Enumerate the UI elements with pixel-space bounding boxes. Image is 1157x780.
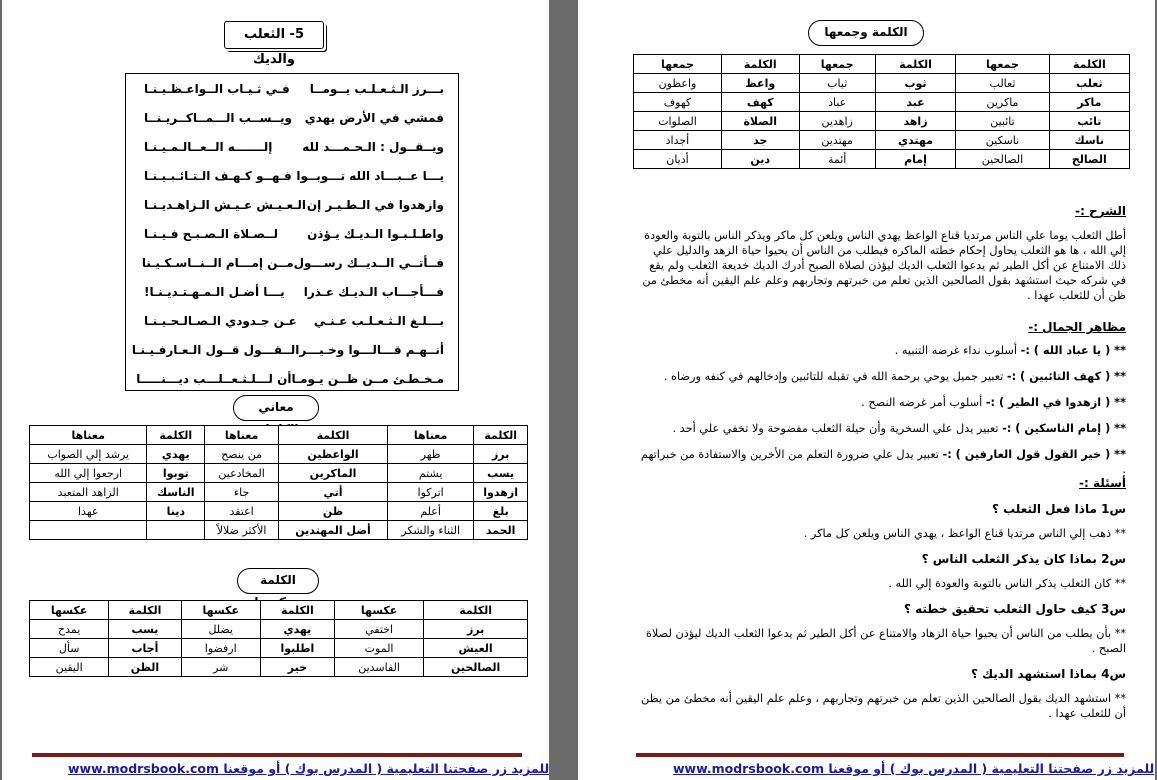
poem-verse xyxy=(126,248,458,277)
poem-box xyxy=(125,73,459,391)
questions-heading: أسئلة :- xyxy=(1079,476,1126,490)
table-cell: جاء xyxy=(205,483,279,502)
meanings-table xyxy=(29,425,528,540)
table-row xyxy=(634,131,1130,150)
table-cell: مهتدي xyxy=(875,131,955,150)
column-header: الكلمة xyxy=(424,601,528,620)
poem-first-half: أنــهـم قـــالـــوا وخـيـــر xyxy=(299,342,444,357)
poem-first-half: مـخـطـئ مــن ظــن يـومـا xyxy=(291,371,444,386)
beauty-description: أسلوب أمر غرضه النصح . xyxy=(861,396,986,409)
left-page xyxy=(2,0,549,780)
table-cell: يسب xyxy=(109,620,181,639)
beauty-description: تعبير يدل علي ضرورة التعلم من الأخرين والاستفادة من خبراتهم . xyxy=(640,448,1126,476)
poem-first-half: واطـلـبـوا الـديـك يـؤذن xyxy=(307,226,444,241)
antonyms-title: الكلمة xyxy=(237,568,319,594)
table-cell: المخادعين xyxy=(205,464,279,483)
table-cell: الظن xyxy=(109,658,181,677)
column-header: جمعها xyxy=(799,55,875,74)
table-row xyxy=(30,658,528,677)
table-row xyxy=(30,445,528,464)
plural-table xyxy=(633,54,1130,169)
table-cell: دين xyxy=(721,150,799,169)
poem-first-half: فمشي في الأرض يهدي xyxy=(304,110,444,125)
table-cell: الأكثر ضلالاً xyxy=(205,521,279,540)
poem-first-half: فــأتــي الــديــك رســـول xyxy=(293,255,444,270)
table-cell: أجداد xyxy=(634,131,722,150)
table-cell: أديان xyxy=(634,150,722,169)
table-cell: أعلم xyxy=(387,502,473,521)
beauty-item xyxy=(638,421,1126,436)
table-cell: ظن xyxy=(279,502,388,521)
poem-verse xyxy=(126,219,458,248)
table-cell: ماكر xyxy=(1049,93,1129,112)
table-row xyxy=(30,502,528,521)
poem-second-half: الـعـيـش عـيـش الـزاهـديـنـا xyxy=(144,197,306,212)
poem-verse xyxy=(126,190,458,219)
table-cell: عبد xyxy=(875,93,955,112)
table-cell: عباد xyxy=(799,93,875,112)
poem-second-half: فـي ثـيـاب الــواعـظـيـنـا xyxy=(144,81,290,96)
table-cell: يشتم xyxy=(387,464,473,483)
table-row xyxy=(30,483,528,502)
table-cell xyxy=(30,521,147,540)
beauty-description: أسلوب نداء غرضه التنبيه . xyxy=(894,344,1021,357)
table-cell: اعتقد xyxy=(205,502,279,521)
poem-second-half: إلـــــــه الــعــالـمـيـنـا xyxy=(144,139,273,154)
poem-verse xyxy=(126,132,458,161)
table-cell: ارفضوا xyxy=(181,639,260,658)
poem-first-half: وازهدوا في الـطـيـر إن xyxy=(306,197,444,212)
poem-verse xyxy=(126,335,458,364)
poem-verse xyxy=(126,74,458,103)
table-cell: جد xyxy=(721,131,799,150)
table-row xyxy=(30,639,528,658)
table-cell: تائبين xyxy=(956,112,1049,131)
table-cell: زاهدين xyxy=(799,112,875,131)
table-cell: ثعلب xyxy=(1049,74,1129,93)
column-header: الكلمة xyxy=(260,601,334,620)
table-cell: تائب xyxy=(1049,112,1129,131)
footer-divider xyxy=(32,753,522,757)
footer-link[interactable]: للمزيد زر صفحتنا التعليمية ( المدرس بوك ) أو موقعنا www.modrsbook.com xyxy=(673,761,1155,776)
table-row xyxy=(30,521,528,540)
beauty-description: تعبير يدل علي السخرية وأن حيلة الثعلب مفضوحة ولا تخفي علي أحد . xyxy=(672,422,1003,435)
table-row xyxy=(30,464,528,483)
beauty-phrase: ** ( يا عباد الله ) :- xyxy=(1020,344,1126,357)
poem-second-half: ويــســب الـــمــاكــريـنــا xyxy=(144,110,293,125)
table-cell: دينا xyxy=(147,502,205,521)
beauty-phrase: ** ( إمام الناسكين ) :- xyxy=(1002,422,1126,435)
column-header: عكسها xyxy=(30,601,109,620)
table-cell: ثياب xyxy=(799,74,875,93)
poem-second-half: يـــا أضـل الـمـهـتـديـنـا! xyxy=(144,284,285,299)
table-cell: الفاسدين xyxy=(334,658,423,677)
table-cell: واعظ xyxy=(721,74,799,93)
beauty-description: تعبير جميل يوحي برحمة الله في تقبله للتائبين وإدخالهم في كنفه ورضاه . xyxy=(663,370,1007,383)
question: س4 بماذا استشهد الديك ؟ xyxy=(970,667,1126,681)
column-header: الكلمة xyxy=(1049,55,1129,74)
antonyms-table xyxy=(29,600,528,677)
page-gap xyxy=(549,0,576,780)
table-cell: برز xyxy=(424,620,528,639)
table-cell: توبوا xyxy=(147,464,205,483)
table-cell: يمدح xyxy=(30,620,109,639)
column-header: عكسها xyxy=(181,601,260,620)
question: س1 ماذا فعل الثعلب ؟ xyxy=(991,502,1126,516)
table-cell: الثناء والشكر xyxy=(387,521,473,540)
table-cell: ناسكين xyxy=(956,131,1049,150)
table-cell: أئمة xyxy=(799,150,875,169)
column-header: الكلمة xyxy=(474,426,528,445)
table-cell: الواعظين xyxy=(279,445,388,464)
table-cell: شر xyxy=(181,658,260,677)
table-cell: خير xyxy=(260,658,334,677)
table-cell: ارجعوا إلي الله xyxy=(30,464,147,483)
table-cell: ثعالب xyxy=(956,74,1049,93)
table-cell: الصالح xyxy=(1049,150,1129,169)
table-row xyxy=(634,112,1130,131)
poem-first-half: بـــرز الـثـعـلـب يــومــا xyxy=(309,81,444,96)
column-header: الكلمة xyxy=(721,55,799,74)
beauty-section xyxy=(638,320,1126,477)
column-header: معناها xyxy=(205,426,279,445)
answer: ** كان الثعلب يذكر الناس بالتوبة والعودة إلي الله . xyxy=(888,577,1126,590)
table-cell: الزاهد المتعبد xyxy=(30,483,147,502)
poem-second-half: فـهــو كـهـف الـتـائـبـيـنـا xyxy=(144,168,292,183)
beauty-heading: مظاهر الجمال :- xyxy=(1028,320,1126,334)
column-header: الكلمة xyxy=(147,426,205,445)
explanation-heading: الشرح :- xyxy=(1075,204,1126,218)
poem-verse xyxy=(126,277,458,306)
table-cell: يهدي xyxy=(147,445,205,464)
beauty-item xyxy=(638,447,1126,477)
table-cell xyxy=(147,521,205,540)
poem-verse xyxy=(126,103,458,132)
footer-link[interactable]: للمزيد زر صفحتنا التعليمية ( المدرس بوك ) أو موقعنا www.modrsbook.com xyxy=(68,761,549,776)
table-cell: بلغ xyxy=(474,502,528,521)
table-cell: ظهر xyxy=(387,445,473,464)
answer: ** ذهب إلي الناس مرتديا قناع الواعظ ، يهدي الناس ويلعن كل ماكر . xyxy=(803,527,1126,540)
table-cell: يسب xyxy=(474,464,528,483)
table-cell: ثوب xyxy=(875,74,955,93)
table-cell: زاهد xyxy=(875,112,955,131)
beauty-phrase: ** ( خير القول قول العارفين ) :- xyxy=(942,448,1126,461)
table-row xyxy=(634,93,1130,112)
table-cell: اليقين xyxy=(30,658,109,677)
table-cell: كهوف xyxy=(634,93,722,112)
table-header-row xyxy=(30,601,528,620)
table-cell: عهدا xyxy=(30,502,147,521)
explanation-section xyxy=(638,204,1126,303)
answer: ** استشهد الديك بقول الصالحين الذين تعلم من خبرتهم وتجاربهم ، وعلم علم اليقين أنه مخطئ من يظن أن للثعلب عهدا . xyxy=(641,692,1126,720)
beauty-item xyxy=(638,395,1126,410)
table-cell: من ينصح xyxy=(205,445,279,464)
column-header: الكلمة xyxy=(875,55,955,74)
poem-second-half: مــن إمـــام الــنــاسـكـيـنا xyxy=(141,255,294,270)
table-cell: الصالحين xyxy=(956,150,1049,169)
poem-verse xyxy=(126,364,458,393)
poem-first-half: ويــقــول : الـحـمـــد لله xyxy=(302,139,444,154)
table-cell: مهتدين xyxy=(799,131,875,150)
table-cell: سأل xyxy=(30,639,109,658)
poem-first-half: يـــا عــبـــاد الله تـــوبــوا xyxy=(296,168,444,183)
poem-verse xyxy=(126,306,458,335)
column-header: معناها xyxy=(30,426,147,445)
table-cell: ماكرين xyxy=(956,93,1049,112)
table-cell: الصلوات xyxy=(634,112,722,131)
column-header: الكلمة xyxy=(109,601,181,620)
poem-second-half: لــصـلاة الـصـبـح فـيـنـا xyxy=(144,226,278,241)
explanation-text: أطل الثعلب يوما علي الناس مرتديا قناع الواعظ يهدي الناس ويلعن كل ماكر ويذكر الناس بالتوبة والعودة إلي الله ، ها هو الثعلب يحاول إحكام خطته الماكره فيطلب من الناس أن يحيوا حياة الزهد والدليل علي ذلك الامتناع عن أكل الطير ثم يدعوا الثعلب الديك ليؤذن لصلاة الصبح أدرك الديك خديعة الثعلب ولم يقع في شركه حيث استشهد بقول الصالحين الذين تعلم من خبرتهم وتجاربهم وعلم علم اليقين أنه مخطئ من ظن أن للثعلب عهدا . xyxy=(642,229,1126,302)
table-row xyxy=(634,150,1130,169)
column-header: جمعها xyxy=(956,55,1049,74)
table-cell: اختفي xyxy=(334,620,423,639)
table-cell: واعظون xyxy=(634,74,722,93)
column-header: جمعها xyxy=(634,55,722,74)
poem-second-half: عـن جـدودي الـصـالـحـيـنـا xyxy=(144,313,297,328)
table-cell: الصلاة xyxy=(721,112,799,131)
table-row xyxy=(634,74,1130,93)
footer-divider xyxy=(636,753,1124,757)
table-header-row xyxy=(30,426,528,445)
table-row xyxy=(30,620,528,639)
table-cell: الصالحين xyxy=(424,658,528,677)
table-cell: أجاب xyxy=(109,639,181,658)
questions-section xyxy=(638,476,1126,721)
table-cell: إمام xyxy=(875,150,955,169)
table-header-row xyxy=(634,55,1130,74)
table-cell: أضل المهتدين xyxy=(279,521,388,540)
question: س2 بماذا كان يذكر الثعلب الناس ؟ xyxy=(921,552,1126,566)
poem-verse xyxy=(126,161,458,190)
table-cell: أتي xyxy=(279,483,388,502)
table-cell: ناسك xyxy=(1049,131,1129,150)
table-cell: العيش xyxy=(424,639,528,658)
poem-first-half: فـــأجـــاب الـديـك عـذرا xyxy=(303,284,444,299)
column-header: الكلمة xyxy=(279,426,388,445)
beauty-phrase: ** ( كهف التائبين ) :- xyxy=(1006,370,1126,383)
poem-first-half: بـــلـغ الـثـعـلـب عـنـي xyxy=(313,313,444,328)
table-cell: اتركوا xyxy=(387,483,473,502)
poem-second-half: أن لـــلـثـعــلـــب ديـــنـــــا xyxy=(136,371,292,386)
right-page xyxy=(578,0,1155,780)
table-cell: الناسك xyxy=(147,483,205,502)
beauty-item xyxy=(638,343,1126,358)
poem-second-half: الــقـــول قــول الـعـارفـيـنـا xyxy=(131,342,300,357)
table-cell: الماكرين xyxy=(279,464,388,483)
lesson-title: 5- الثعلب والديك xyxy=(224,21,324,49)
table-cell: يهدي xyxy=(260,620,334,639)
column-header: عكسها xyxy=(334,601,423,620)
table-cell: اطلبوا xyxy=(260,639,334,658)
table-cell: يرشد إلي الصواب xyxy=(30,445,147,464)
table-cell: ازهدوا xyxy=(474,483,528,502)
meanings-title: معاني xyxy=(233,395,319,421)
table-cell: يضلل xyxy=(181,620,260,639)
beauty-item xyxy=(638,369,1126,384)
plural-title: الكلمة وجمعها xyxy=(808,20,924,46)
table-cell: الموت xyxy=(334,639,423,658)
question: س3 كيف حاول الثعلب تحقيق خطته ؟ xyxy=(903,602,1126,616)
beauty-phrase: ** ( ازهدوا في الطير ) :- xyxy=(985,396,1126,409)
table-cell: كهف xyxy=(721,93,799,112)
table-cell: الحمد xyxy=(474,521,528,540)
answer: ** بأن يطلب من الناس أن يحيوا حياة الزهاد والامتناع عن أكل الطير ثم يدعوا الثعلب الديك ليؤذن لصلاة الصبح . xyxy=(646,627,1126,655)
column-header: معناها xyxy=(387,426,473,445)
table-cell: برز xyxy=(474,445,528,464)
